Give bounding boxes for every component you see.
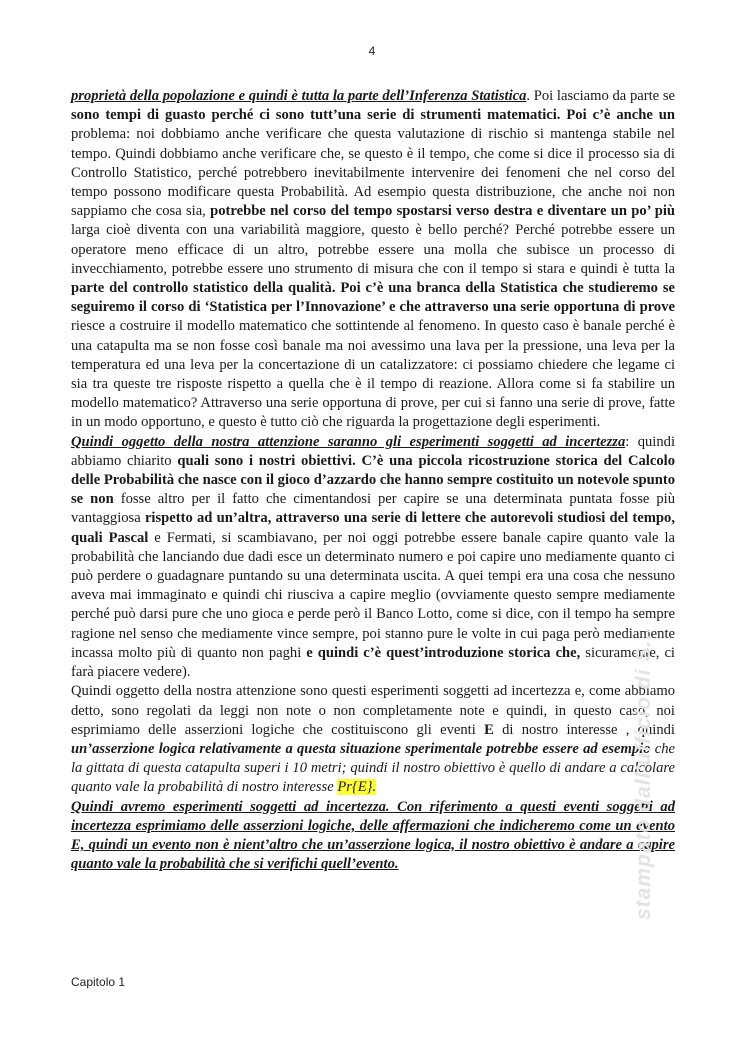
body-text: problema: noi dobbiamo anche verificare che questa valutazione di rischio si mantenga stabile nel tempo. Quindi dobbiamo anche verificare che, se questo è il tempo, che come si dice il processo sia di Controllo Statistico, perché potrebbero inevitabilmente intervenire dei fenomeni che nel corso del tempo possono modificare questa Probabilità. Ad esempio questa distribuzione, che anche noi non sappiamo che cosa sia, — [71, 126, 675, 220]
body-text: sicuramente, ci farà piacere vedere). — [71, 644, 675, 681]
footer-chapter: Capitolo 1 — [71, 975, 126, 989]
body-text: di nostro interesse , quindi — [493, 721, 675, 738]
bold-text: e quindi c’è quest’introduzione storica che, — [306, 644, 581, 661]
document-body — [71, 87, 675, 874]
body-text: fosse altro per il fatto che cimentandosi per capire se una determinata puntata fosse più vantaggiosa — [71, 491, 676, 527]
bold-text: sono tempi di guasto perché ci sono tutt’una serie di strumenti matematici. Poi c’è anche un — [71, 107, 675, 124]
page-number: 4 — [368, 44, 376, 58]
bold-text: rispetto ad un’altra, attraverso una serie di lettere che autorevoli studiosi del tempo, quali Pascal — [71, 510, 675, 546]
body-text: larga cioè diventa con una variabilità maggiore, questo è bello perché? Perché potrebbe essere un operatore meno efficace di un altro, potrebbe essere una molla che subisce un processo di invecchiamento, potrebbe essere uno strumento di misura che con il tempo si stara e quindi è tutta la — [71, 222, 675, 277]
paragraph-3 — [71, 682, 675, 797]
paragraph-4 — [71, 798, 675, 875]
bold-italic-text: un’asserzione logica relativamente a questa situazione sperimentale potrebbe essere ad esempio — [71, 740, 651, 757]
emphasis-text: Quindi oggetto della nostra attenzione saranno gli esperimenti soggetti ad incertezza — [71, 433, 626, 450]
emphasis-text: proprietà della popolazione e quindi è tutta la parte dell’Inferenza Statistica — [71, 88, 527, 104]
body-text: e Fermati, si scambiavano, per noi oggi potrebbe essere banale capire quanto vale la probabilità che lanciando due dadi esce un determinato numero e poi capire uno mediamente quanto ci può perdere o guadagnare puntando su una determinata uscita. A quei tempi era una cosa che nessuno aveva mai immaginato e quindi chi riusciva a capire meglio (ovviamente questo sempre mediamente perché può darsi pure che uno gioca e perde però il Banco Lotto, come si dice, con il tempo ha sempre ragione nel senso che mediamente vince sempre, poi stanno pure le volte in cui paga però mediamente incassa molto più di quanto non paghi — [71, 529, 675, 661]
body-text: riesce a costruire il modello matematico che sottintende al fenomeno. In questo caso è banale perché è una catapulta ma se non fosse così banale ma noi avessimo una lava per la pressione, una leva per la temperatura ed una leva per la concertazione di un catalizzatore: ci possiamo chiedere che legame ci sia tra queste tre risposte rispetto a quella che è il tempo di reazione. Allora come si fa stabilire un modello matematico? Attraverso una serie opportuna di prove, per cui si fanno una serie di prove, fatte in un modo opportuno, e questo è tutto ciò che riguarda la progettazione degli esperimenti. — [71, 318, 675, 431]
body-text: . Poi lasciamo da parte se — [526, 88, 676, 104]
emphasis-text: Quindi avremo esperimenti soggetti ad incertezza. Con riferimento a questi eventi soggetti ad incertezza esprimiamo delle asserzioni logiche, delle affermazioni che indicheremo come un evento E, quindi un evento non è nient’altro che un’asserzione logica, il nostro obiettivo è andare a capire quanto vale la probabilità che si verifichi quell’evento. — [71, 798, 675, 873]
italic-text: che la gittata di questa catapulta superi i 10 metri; quindi il nostro obiettivo è quello di andare a calcolare quanto vale la probabilità di nostro interesse — [71, 740, 676, 796]
paragraph-2 — [71, 433, 675, 683]
body-text: : quindi abbiamo chiarito — [71, 433, 675, 469]
bold-text: quali sono i nostri obiettivi. C’è una piccola ricostruzione storica del Calcolo delle Probabilità che nasce con il gioco d’azzardo che hanno sempre costituito un notevole spunto se non — [71, 452, 675, 508]
watermark: stampato dall'ufficio di S... — [632, 626, 655, 920]
highlighted-formula: Pr{E}. — [337, 779, 377, 796]
bold-text: parte del controllo statistico della qualità. Poi c’è una branca della Statistica che studieremo se seguiremo il corso di ‘Statistica per l’Innovazione’ e che attraverso una serie opportuna di prove — [71, 280, 675, 316]
paragraph-1 — [71, 87, 675, 433]
body-text: Quindi oggetto della nostra attenzione sono questi esperimenti soggetti ad incertezza e, come abbiamo detto, sono regolati da leggi non note o non completamente note e quindi, in questo caso, noi esprimiamo delle asserzioni logiche che costituiscono gli eventi — [71, 683, 675, 738]
bold-text: E — [484, 721, 494, 738]
bold-text: potrebbe nel corso del tempo spostarsi verso destra e diventare un po’ più — [210, 203, 675, 220]
